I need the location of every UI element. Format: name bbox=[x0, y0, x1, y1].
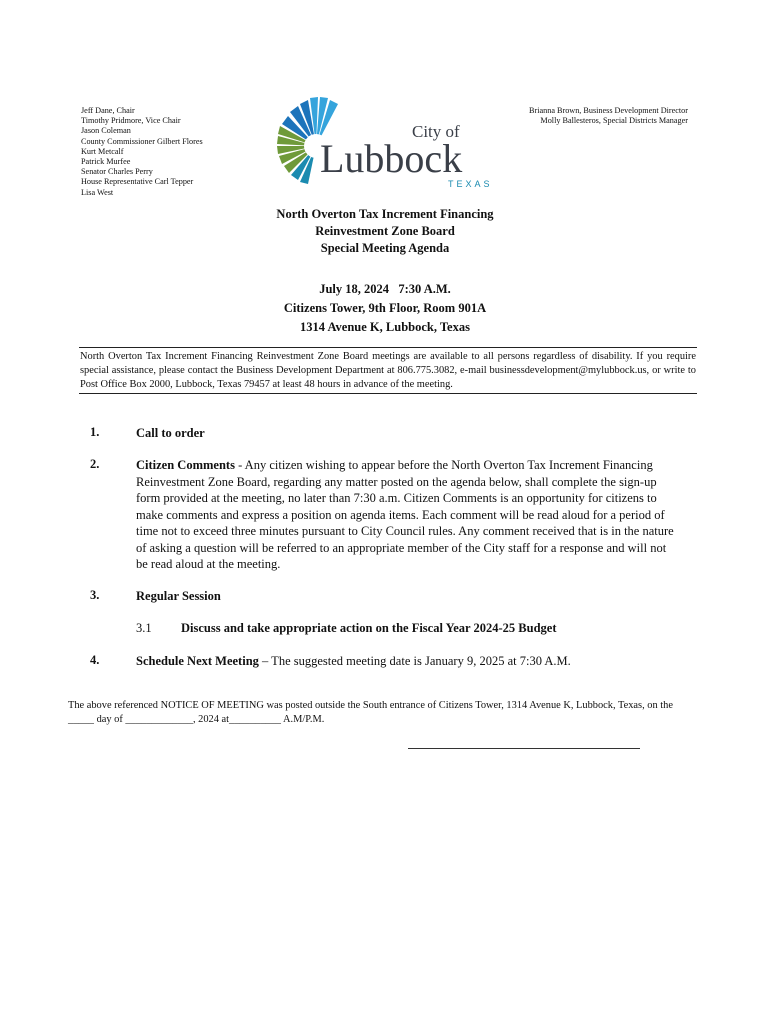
member-name: Senator Charles Perry bbox=[81, 167, 153, 177]
item-title: Regular Session bbox=[136, 589, 221, 603]
agenda-item-citizen-comments bbox=[136, 457, 678, 573]
item-title: Schedule Next Meeting bbox=[136, 654, 259, 668]
meeting-details bbox=[0, 280, 770, 337]
title-line: North Overton Tax Increment Financing bbox=[276, 207, 494, 221]
item-number: 3. bbox=[90, 588, 100, 602]
meeting-address: 1314 Avenue K, Lubbock, Texas bbox=[300, 320, 470, 334]
member-name: Jeff Dane, Chair bbox=[81, 106, 135, 115]
meeting-date-time: July 18, 2024 7:30 A.M. bbox=[319, 282, 451, 296]
signature-line bbox=[408, 748, 640, 749]
logo-name: Lubbock bbox=[320, 136, 463, 181]
item-number: 2. bbox=[90, 457, 100, 471]
staff-name: Brianna Brown, Business Development Director bbox=[529, 106, 688, 115]
agenda-item-regular-session bbox=[136, 588, 678, 605]
item-description: – The suggested meeting date is January 9, 2025 at 7:30 A.M. bbox=[258, 654, 571, 668]
member-name: Jason Coleman bbox=[81, 126, 131, 136]
member-name: Timothy Pridmore, Vice Chair bbox=[81, 116, 181, 126]
item-number: 1. bbox=[90, 425, 100, 439]
item-title: Citizen Comments bbox=[136, 458, 235, 472]
city-of-lubbock-logo bbox=[276, 94, 496, 190]
item-number: 4. bbox=[90, 653, 100, 667]
item-description: - Any citizen wishing to appear before the North Overton Tax Increment Financing Reinvestment Zone Board, regarding any matter posted on the agenda below, shall complete the sign-up form provided at the meeting, no later than 7:30 a.m. Citizen Comments is an opportunity for citizens to make comments and express a position on agenda items. Each comment will be read aloud for a period of time not to exceed three minutes pursuant to City Council rules. Any comment received that is in the nature of asking a question will be referred to an appropriate member of the City staff for a response and will not be read aloud at the meeting. bbox=[136, 458, 674, 571]
title-line: Reinvestment Zone Board bbox=[315, 224, 455, 238]
agenda-item-call-to-order bbox=[136, 425, 678, 442]
meeting-location: Citizens Tower, 9th Floor, Room 901A bbox=[283, 301, 487, 315]
member-name: House Representative Carl Tepper bbox=[81, 177, 194, 187]
accessibility-notice: North Overton Tax Increment Financing Reinvestment Zone Board meetings are available to all persons regardless of disability. If you require special assistance, please contact the Business Development Department at 806.775.3082, e-mail businessdevelopment@mylubbock.us, or write to Post Office Box 2000, Lubbock, Texas 79457 at least 48 hours in advance of the meeting. bbox=[79, 347, 697, 394]
agenda-item-next-meeting bbox=[136, 653, 678, 670]
logo-state: TEXAS bbox=[448, 179, 493, 189]
member-name: Kurt Metcalf bbox=[81, 146, 124, 156]
board-members-list bbox=[81, 106, 203, 198]
posting-statement: The above referenced NOTICE OF MEETING was posted outside the South entrance of Citizens Tower, 1314 Avenue K, Lubbock, Texas, on the _____ day of _____________, 2024 at__________ A.M/P.M. bbox=[68, 700, 673, 725]
sub-item-budget: Discuss and take appropriate action on the Fiscal Year 2024-25 Budget bbox=[181, 621, 557, 635]
logo-city-of: City of bbox=[412, 122, 460, 141]
sub-item-number: 3.1 bbox=[136, 621, 152, 635]
staff-name: Molly Ballesteros, Special Districts Manager bbox=[540, 116, 688, 126]
agenda-title bbox=[0, 206, 770, 257]
member-name: Lisa West bbox=[81, 187, 114, 197]
title-line: Special Meeting Agenda bbox=[320, 241, 450, 255]
staff-list bbox=[529, 106, 688, 126]
member-name: County Commissioner Gilbert Flores bbox=[81, 136, 203, 146]
member-name: Patrick Murfee bbox=[81, 157, 131, 167]
item-title: Call to order bbox=[136, 426, 205, 440]
